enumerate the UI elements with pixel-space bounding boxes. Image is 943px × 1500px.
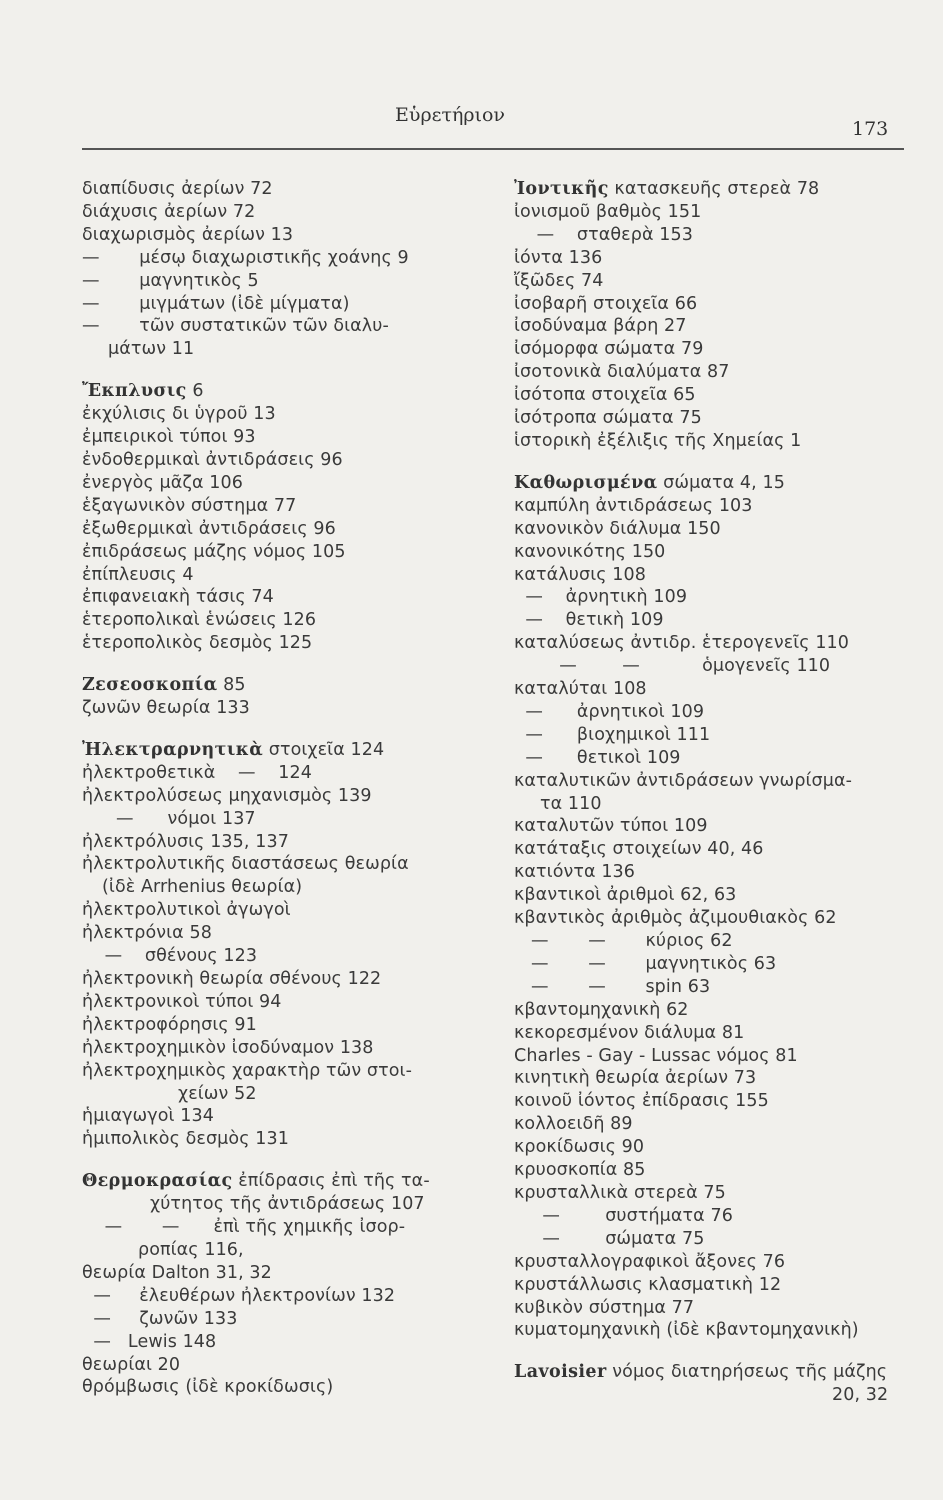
index-entry: [82, 1128, 482, 1151]
index-entry: [82, 876, 482, 899]
index-entry-text: καταλύσεως ἀντιδρ. ἑτερογενεῖς 110: [514, 633, 850, 654]
index-entry-text: ἠλεκτρολύσεως μηχανισμὸς 139: [82, 785, 372, 806]
index-entry-text: ἰσοβαρῆ στοιχεῖα 66: [514, 293, 698, 314]
index-entry: [514, 293, 914, 316]
index-entry: [82, 739, 482, 762]
index-entry-text: ἱστορικὴ ἐξέλιξις τῆς Χημείας 1: [514, 430, 802, 451]
index-entry: [82, 1037, 482, 1060]
index-entry-text: — ζωνῶν 133: [82, 1308, 238, 1329]
index-entry-text: καταλυτῶν τύποι 109: [514, 816, 708, 837]
index-entry-text: — ἐλευθέρων ἠλεκτρονίων 132: [82, 1285, 396, 1306]
index-entry-text: διάχυσις ἀερίων 72: [82, 201, 256, 222]
index-entry: [82, 338, 482, 361]
index-entry-text: ἑξαγωνικὸν σύστημα 77: [82, 495, 297, 516]
index-entry: [82, 1376, 482, 1399]
index-entry: [514, 770, 914, 793]
index-entry-text: — συστήματα 76: [514, 1205, 733, 1226]
index-entry: [514, 793, 914, 816]
index-entry-text: — — ὁμογενεῖς 110: [514, 656, 831, 677]
index-entry: [82, 315, 482, 338]
index-entry-text: ἴξῶδες 74: [514, 270, 604, 291]
running-header-title: Εὑρετήριον: [395, 104, 505, 126]
index-entry-text: — σταθερὰ 153: [514, 224, 693, 245]
header-rule: [82, 148, 904, 150]
index-entry-text: — θετικοὶ 109: [514, 747, 681, 768]
index-entry-text: ἐπιφανειακὴ τάσις 74: [82, 587, 274, 608]
index-entry: [514, 609, 914, 632]
index-entry-text: ἰονισμοῦ βαθμὸς 151: [514, 201, 702, 222]
index-entry-text: — νόμοι 137: [82, 808, 256, 829]
index-entry: [514, 861, 914, 884]
index-entry: [514, 270, 914, 293]
index-entry: [514, 178, 914, 201]
index-entry: [82, 403, 482, 426]
index-entry-text: ἰσότοπα στοιχεῖα 65: [514, 385, 696, 406]
index-entry: [82, 899, 482, 922]
index-entry: [514, 407, 914, 430]
index-entry: [514, 724, 914, 747]
index-entry: [82, 541, 482, 564]
index-entry-text: — θετικὴ 109: [514, 610, 664, 631]
index-entry-text: ἐπίδρασις ἐπὶ τῆς τα-: [232, 1171, 430, 1192]
index-entry: [82, 1331, 482, 1354]
index-entry-text: θεωρίαι 20: [82, 1354, 181, 1375]
index-entry: [514, 361, 914, 384]
index-entry: [514, 1297, 914, 1320]
index-entry-text: ἠλεκτροχημικὸς χαρακτὴρ τῶν στοι-: [82, 1060, 412, 1081]
index-entry: [82, 472, 482, 495]
index-entry-text: κατάλυσις 108: [514, 564, 646, 585]
index-entry-text: ἐνεργὸς μᾶζα 106: [82, 472, 243, 493]
index-entry: [82, 1216, 482, 1239]
index-entry: [82, 201, 482, 224]
index-entry: [514, 884, 914, 907]
index-entry-text: θεωρία Dalton 31, 32: [82, 1262, 272, 1283]
index-entry: [514, 564, 914, 587]
index-entry: [82, 247, 482, 270]
index-entry-text: διαχωρισμὸς ἀερίων 13: [82, 224, 294, 245]
index-entry: [82, 178, 482, 201]
index-entry-text: στοιχεῖα 124: [263, 739, 385, 760]
index-entry-text: νόμος διατηρήσεως τῆς μάζης: [606, 1362, 888, 1383]
index-entry: [82, 564, 482, 587]
index-entry: [514, 1022, 914, 1045]
index-entry-text: ἠλεκτρόλυσις 135, 137: [82, 831, 289, 852]
index-entry-text: ἑτεροπολικὸς δεσμὸς 125: [82, 633, 313, 654]
index-entry: [82, 1354, 482, 1377]
index-column-right: [514, 178, 914, 1407]
index-entry-text: ἰσοδύναμα βάρη 27: [514, 316, 687, 337]
index-entry: [82, 609, 482, 632]
index-entry: [82, 1285, 482, 1308]
index-entry: [82, 1193, 482, 1216]
index-entry-text: ζωνῶν θεωρία 133: [82, 698, 250, 719]
index-entry-text: ἡμιαγωγοὶ 134: [82, 1106, 214, 1127]
index-entry: [514, 701, 914, 724]
index-entry: [514, 472, 914, 495]
index-entry-text: καταλύται 108: [514, 679, 647, 700]
index-entry: [82, 674, 482, 697]
index-entry: [514, 541, 914, 564]
index-entry: [82, 293, 482, 316]
index-entry: [514, 655, 914, 678]
index-entry-text: κατιόντα 136: [514, 862, 636, 883]
index-entry-text: — ἀρνητικὴ 109: [514, 587, 688, 608]
index-entry: [82, 1014, 482, 1037]
index-heading: Ζεσεοσκοπία: [82, 675, 218, 696]
index-entry: [514, 747, 914, 770]
index-entry: [82, 586, 482, 609]
index-entry: [514, 1205, 914, 1228]
index-entry: [514, 999, 914, 1022]
index-entry: [514, 384, 914, 407]
index-entry-text: — — κύριος 62: [514, 931, 733, 951]
index-heading: Ἰοντικῆς: [514, 179, 609, 199]
index-entry-text: — Lewis 148: [82, 1331, 217, 1352]
index-entry-text: κυβικὸν σύστημα 77: [514, 1297, 695, 1318]
index-entry-text: κβαντομηχανικὴ 62: [514, 999, 689, 1020]
index-column-left: [82, 178, 482, 1399]
index-entry: [514, 586, 914, 609]
index-entry-text: κανονικότης 150: [514, 541, 666, 562]
index-entry-text: — βιοχημικοὶ 111: [514, 724, 711, 745]
index-entry: [514, 201, 914, 224]
index-entry: [82, 1308, 482, 1331]
index-entry: [82, 518, 482, 541]
index-entry-text: κρυστάλλωσις κλασματικὴ 12: [514, 1274, 782, 1295]
index-entry: [514, 678, 914, 701]
index-entry: [82, 1239, 482, 1262]
index-entry: [514, 632, 914, 655]
index-entry-text: κοινοῦ ἰόντος ἐπίδρασις 155: [514, 1091, 769, 1112]
index-entry-text: καταλυτικῶν ἀντιδράσεων γνωρίσμα-: [514, 770, 853, 791]
index-entry-text: κατασκευῆς στερεὰ 78: [608, 179, 820, 199]
index-entry-text: σώματα 4, 15: [657, 472, 785, 493]
index-entry: [82, 449, 482, 472]
index-heading: Lavoisier: [514, 1362, 607, 1383]
index-entry-text: ἐπίπλευσις 4: [82, 564, 194, 585]
index-entry-text: κεκορεσμένον διάλυμα 81: [514, 1022, 745, 1043]
index-entry: [82, 808, 482, 831]
index-entry-text: διαπίδυσις ἀερίων 72: [82, 179, 273, 199]
index-heading: Ἠλεκτραρνητικὰ: [82, 739, 264, 760]
index-entry-text: ἠλεκτρόνια 58: [82, 923, 212, 944]
index-entry: [82, 922, 482, 945]
index-entry-text: — μιγμάτων (ἰδὲ μίγματα): [82, 293, 350, 314]
index-entry-text: κυματομηχανικὴ (ἰδὲ κβαντομηχανικὴ): [514, 1320, 859, 1341]
index-entry-text: κινητικὴ θεωρία ἀερίων 73: [514, 1068, 757, 1089]
index-entry-text: ἑτεροπολικαὶ ἑνώσεις 126: [82, 610, 317, 631]
index-entry-text: κολλοειδῆ 89: [514, 1114, 633, 1135]
index-entry: [82, 1262, 482, 1285]
index-entry: [82, 1170, 482, 1193]
index-heading: Καθωρισμένα: [514, 472, 658, 493]
index-entry-text: — ἀρνητικοὶ 109: [514, 701, 705, 722]
index-entry: [82, 697, 482, 720]
index-heading: Ἔκπλυσις: [82, 381, 187, 402]
index-entry: [514, 495, 914, 518]
index-entry-text: — μαγνητικὸς 5: [82, 270, 259, 291]
index-entry: [82, 380, 482, 403]
index-entry: [514, 1361, 914, 1384]
index-entry-text: μάτων 11: [108, 339, 195, 360]
index-entry-text: ἐξωθερμικαὶ ἀντιδράσεις 96: [82, 518, 336, 539]
index-entry: [514, 1067, 914, 1090]
index-entry: [82, 1060, 482, 1083]
index-entry: [514, 1045, 914, 1068]
index-entry-text: — — ἐπὶ τῆς χημικῆς ἰσορ-: [82, 1217, 406, 1238]
index-entry: [514, 338, 914, 361]
index-entry-text: χείων 52: [178, 1083, 257, 1104]
index-entry-text: ἰσοτονικὰ διαλύματα 87: [514, 362, 730, 383]
index-entry-text: (ἰδὲ Arrhenius θεωρία): [102, 877, 303, 898]
index-entry: [514, 1319, 914, 1342]
index-entry-text: κατάταξις στοιχείων 40, 46: [514, 839, 764, 860]
index-entry: [514, 953, 914, 976]
page-number: 173: [852, 118, 889, 140]
index-entry: [514, 1182, 914, 1205]
index-entry-text: κρυσταλλογραφικοὶ ἄξονες 76: [514, 1251, 786, 1272]
index-entry: [514, 930, 914, 953]
index-entry: [82, 831, 482, 854]
index-entry-text: ἐκχύλισις δι ὑγροῦ 13: [82, 404, 276, 425]
index-entry-text: κρυοσκοπία 85: [514, 1160, 646, 1181]
index-entry: [82, 991, 482, 1014]
index-entry-text: κρυσταλλικὰ στερεὰ 75: [514, 1182, 726, 1203]
index-entry: [82, 495, 482, 518]
index-entry-text: ἠλεκτρολυτικῆς διαστάσεως θεωρία: [82, 854, 409, 875]
index-entry: [514, 1113, 914, 1136]
index-entry-text: ἰόντα 136: [514, 247, 603, 268]
index-entry: [82, 945, 482, 968]
index-entry-text: 85: [217, 675, 246, 696]
index-entry-text: κβαντικοὶ ἀριθμοὶ 62, 63: [514, 885, 737, 906]
index-entry-text: ροπίας 116,: [138, 1239, 244, 1260]
index-entry: [514, 1136, 914, 1159]
index-entry: [82, 762, 482, 785]
index-entry-text: ἠλεκτροφόρησις 91: [82, 1014, 257, 1035]
index-entry-text: — σώματα 75: [514, 1228, 705, 1249]
index-entry: [514, 315, 914, 338]
index-entry-text: ἐπιδράσεως μάζης νόμος 105: [82, 541, 346, 562]
index-entry-text: — σθένους 123: [82, 946, 258, 967]
index-entry-text: κροκίδωσις 90: [514, 1137, 645, 1158]
index-entry-text: — — spin 63: [514, 976, 711, 997]
index-entry-text: κβαντικὸς ἀριθμὸς ἀζιμουθιακὸς 62: [514, 908, 837, 929]
index-entry-text: ἠλεκτρονικοὶ τύποι 94: [82, 991, 282, 1012]
index-entry-text: ἠλεκτρολυτικοὶ ἀγωγοὶ: [82, 900, 291, 921]
index-entry: [514, 1228, 914, 1251]
index-heading: Θερμοκρασίας: [82, 1171, 233, 1192]
index-entry: [82, 853, 482, 876]
index-entry-text: — — μαγνητικὸς 63: [514, 953, 777, 974]
index-entry: [514, 907, 914, 930]
index-entry: [514, 247, 914, 270]
index-entry-text: ἰσόμορφα σώματα 79: [514, 339, 704, 360]
index-entry-text: ἐμπειρικοὶ τύποι 93: [82, 427, 256, 448]
index-entry-text: 6: [186, 381, 204, 402]
index-entry-text: ἐνδοθερμικαὶ ἀντιδράσεις 96: [82, 449, 343, 470]
index-entry: [514, 976, 914, 999]
index-entry-text: χύτητος τῆς ἀντιδράσεως 107: [150, 1194, 425, 1215]
index-entry-text: ἰσότροπα σώματα 75: [514, 408, 702, 429]
index-entry: [514, 1274, 914, 1297]
index-entry-text: ἡμιπολικὸς δεσμὸς 131: [82, 1129, 289, 1150]
index-entry-text: Charles - Gay - Lussac νόμος 81: [514, 1045, 798, 1066]
index-entry: [514, 1090, 914, 1113]
index-entry: [514, 1251, 914, 1274]
index-entry-text: 20, 32: [832, 1385, 889, 1406]
index-entry: [514, 838, 914, 861]
index-entry: [82, 1083, 482, 1106]
index-entry: [514, 1159, 914, 1182]
index-entry-text: καμπύλη ἀντιδράσεως 103: [514, 495, 753, 516]
index-entry-text: ἠλεκτροθετικὰ — 124: [82, 762, 312, 783]
index-entry: [82, 785, 482, 808]
index-entry: [82, 632, 482, 655]
index-entry: [514, 815, 914, 838]
index-entry: [82, 270, 482, 293]
index-entry: [514, 224, 914, 247]
index-entry-text: τα 110: [540, 793, 602, 814]
index-entry-text: κανονικὸν διάλυμα 150: [514, 518, 721, 539]
index-entry-text: θρόμβωσις (ἰδὲ κροκίδωσις): [82, 1377, 334, 1398]
index-entry: [82, 426, 482, 449]
index-entry: [82, 224, 482, 247]
index-entry-text: — τῶν συστατικῶν τῶν διαλυ-: [82, 316, 389, 337]
index-entry: [82, 968, 482, 991]
index-entry: [514, 1384, 914, 1407]
index-entry-text: — μέσῳ διαχωριστικῆς χοάνης 9: [82, 247, 409, 268]
index-entry-text: ἠλεκτρονικὴ θεωρία σθένους 122: [82, 969, 382, 989]
index-entry: [514, 430, 914, 453]
index-entry-text: ἠλεκτροχημικὸν ἰσοδύναμον 138: [82, 1037, 374, 1058]
index-entry: [82, 1105, 482, 1128]
index-entry: [514, 518, 914, 541]
